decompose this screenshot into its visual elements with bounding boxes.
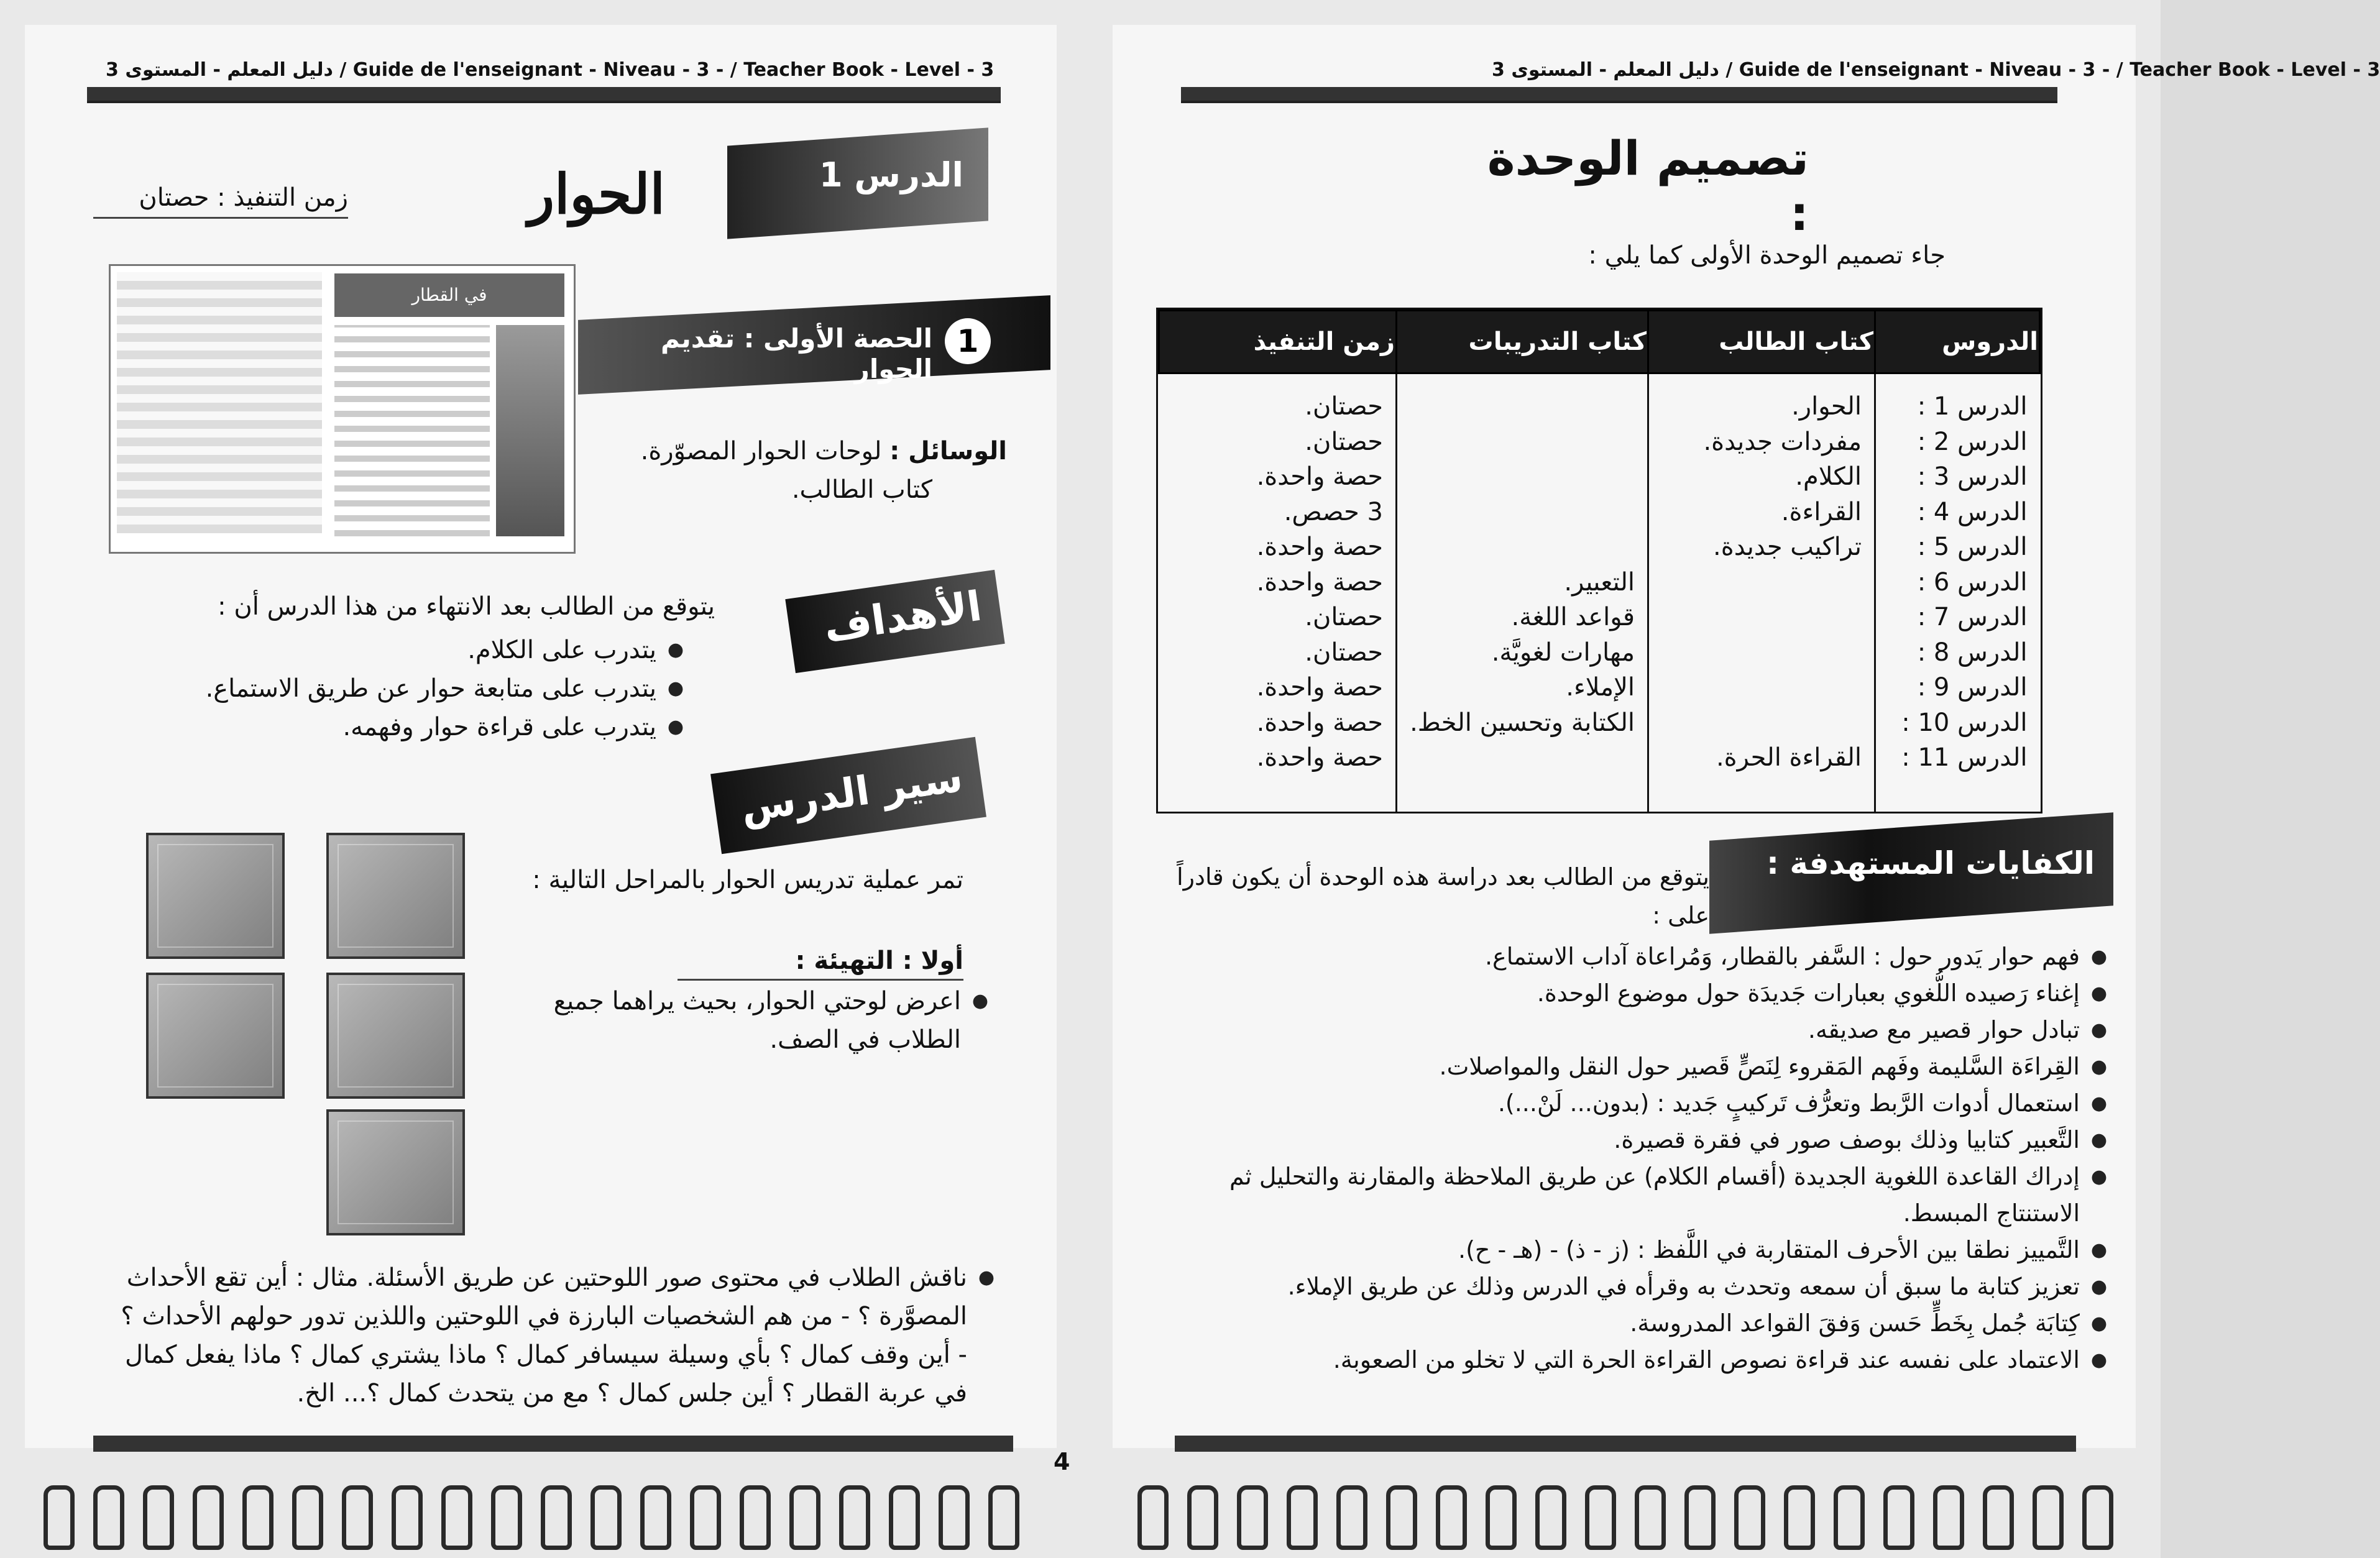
spiral-ring (143, 1485, 174, 1550)
student-book-cell: الكلام. (1795, 462, 1862, 491)
spiral-ring (1436, 1485, 1467, 1550)
goal-item: ● يتدرب على الكلام. (149, 631, 684, 669)
lesson-row: الدرس 8 : (1917, 638, 2028, 667)
student-book-cell: القراءة. (1781, 497, 1862, 526)
spiral-ring (93, 1485, 124, 1550)
student-book-cell (1661, 635, 1862, 671)
col-lessons: الدروس (1875, 311, 2040, 373)
duration-column (1159, 373, 1397, 812)
thumbnail-text-left (117, 272, 322, 533)
student-book-cell (1661, 670, 1862, 705)
lesson-title: الحوار (528, 162, 665, 226)
duration-cell: حصة واحدة. (1256, 462, 1383, 491)
unit-design-title: تصميم الوحدة : (1487, 131, 1809, 241)
workbook-cell (1410, 389, 1635, 424)
lesson-row: الدرس 11 : (1901, 743, 2028, 772)
spiral-ring (2033, 1485, 2064, 1550)
step-1-label: أولا : التهيئة : (795, 946, 963, 975)
session-number: 1 (945, 318, 991, 364)
student-book-cell (1661, 705, 1862, 741)
spiral-ring (242, 1485, 273, 1550)
spiral-ring (491, 1485, 522, 1550)
spiral-ring (640, 1485, 671, 1550)
lesson-badge: الدرس 1 (819, 155, 963, 195)
spiral-ring (1287, 1485, 1318, 1550)
step-1-heading (740, 942, 963, 980)
workbook-cell: الكتابة وتحسين الخط. (1410, 708, 1635, 737)
means-label: الوسائل : (889, 437, 1007, 465)
spiral-ring (1883, 1485, 1914, 1550)
duration-cell: حصة واحدة. (1256, 533, 1383, 561)
lesson-row: الدرس 3 : (1917, 462, 2028, 491)
duration-cell: حصة واحدة. (1256, 708, 1383, 737)
step-underline (678, 979, 963, 981)
spiral-ring (1784, 1485, 1815, 1550)
thumbnail-text-right (334, 325, 490, 536)
session-title: الحصة الأولى : تقديم الحوار (661, 323, 932, 384)
competency-item: ● فهم حوار يَدور حول : السَّفر بالقطار، وَمُراعاة آداب الاستماع. (1150, 938, 2107, 975)
competency-item: ● إغناء رَصيده اللُّغوي بعبارات جَديدَة حول موضوع الوحدة. (1150, 975, 2107, 1012)
spiral-ring (740, 1485, 771, 1550)
lesson-row: الدرس 10 : (1901, 708, 2028, 737)
student-book-column (1648, 373, 1875, 812)
lessons-column (1875, 373, 2040, 812)
means-item-1: لوحات الحوار المصوّرة. (640, 437, 882, 465)
spiral-ring (2082, 1485, 2113, 1550)
dialogue-image-2 (326, 833, 465, 959)
header-fr: Guide de l'enseignant - Niveau - 3 - (352, 59, 724, 81)
duration-cell: 3 حصص. (1284, 497, 1383, 526)
duration-cell: حصتان. (1305, 392, 1383, 421)
spiral-ring (1834, 1485, 1865, 1550)
unit-plan-table-wrap (1156, 308, 2042, 813)
lesson-row: الدرس 2 : (1917, 427, 2028, 456)
goal-item: ● يتدرب على قراءة حوار وفهمه. (149, 708, 684, 746)
goal-item: ● يتدرب على متابعة حوار عن طريق الاستماع. (149, 669, 684, 708)
lesson-duration: زمن التنفيذ : حصتان (93, 183, 348, 219)
spiral-ring (44, 1485, 75, 1550)
spiral-ring (889, 1485, 920, 1550)
header-en: Teacher Book - Level - 3 (743, 59, 995, 81)
spiral-ring (988, 1485, 1019, 1550)
duration-cell: حصة واحدة. (1256, 673, 1383, 702)
goals-heading: الأهداف (820, 582, 985, 652)
running-header-right: دليل المعلم - المستوى 3 / Guide de l'enseignant - Niveau - 3 - / Teacher Book - Level - 3 (1492, 59, 2380, 81)
spiral-ring (1187, 1485, 1218, 1550)
spiral-ring (1585, 1485, 1616, 1550)
duration-cell: حصتان. (1305, 603, 1383, 631)
duration-cell: حصتان. (1305, 427, 1383, 456)
page-number: 4 (1054, 1448, 1070, 1475)
competency-item: ● الاعتماد على نفسه عند قراءة نصوص القراءة الحرة التي لا تخلو من الصعوبة. (1150, 1342, 2107, 1378)
header-en: Teacher Book - Level - 3 (2130, 59, 2380, 81)
duration-cell: حصة واحدة. (1256, 567, 1383, 597)
unit-design-intro: جاء تصميم الوحدة الأولى كما يلي : (1588, 241, 1946, 270)
workbook-cell (1410, 740, 1635, 776)
spiral-ring (1535, 1485, 1566, 1550)
progress-heading: سير الدرس (738, 754, 966, 832)
step-1-list (497, 982, 988, 1059)
workbook-cell: قواعد اللغة. (1511, 603, 1635, 631)
footer-rule-left (93, 1436, 1013, 1452)
discussion-item: ● ناقش الطلاب في محتوى صور اللوحتين عن طريق الأسئلة. مثال : أين تقع الأحداث المصوَّرة ؟ - من هم الشخصيات البارزة في اللوحتين واللذين تدور حولهم الأحداث ؟ - أين وقف كمال ؟ بأي وسيلة سيسافر كمال ؟ ماذا يشتري كمال ؟ ماذا يفعل كمال في عربة القطار ؟ أين جلس كمال ؟ مع من يتحدث كمال ؟... الخ. (106, 1258, 995, 1413)
student-book-cell: الحوار. (1791, 392, 1862, 421)
duration-cell: حصة واحدة. (1256, 743, 1383, 772)
lesson-row: الدرس 9 : (1917, 673, 2028, 702)
spiral-ring (1635, 1485, 1666, 1550)
workbook-column (1397, 373, 1648, 812)
running-header-left: دليل المعلم - المستوى 3 / Guide de l'enseignant - Niveau - 3 - / Teacher Book - Level - 3 (106, 59, 995, 81)
spiral-ring (1983, 1485, 2014, 1550)
means-line-1 (603, 432, 1007, 470)
workbook-cell (1410, 459, 1635, 495)
competencies-intro: يتوقع من الطالب بعد دراسة هذه الوحدة أن يكون قادراً على : (1177, 863, 1709, 929)
header-ar: دليل المعلم - المستوى 3 (106, 59, 333, 81)
spiral-ring (1237, 1485, 1268, 1550)
competency-item: ● التَّعبير كتابيا وذلك بوصف صور في فقرة قصيرة. (1150, 1122, 2107, 1158)
competency-item: ● التَّمييز نطقا بين الأحرف المتقاربة في اللَّفظ : (ز - ذ) - (هـ - ح). (1150, 1232, 2107, 1268)
spiral-ring (193, 1485, 224, 1550)
step-1-item: ● اعرض لوحتي الحوار، بحيث يراهما جميع الطلاب في الصف. (497, 982, 988, 1059)
duration-cell: حصتان. (1305, 638, 1383, 667)
right-page (1113, 25, 2380, 1448)
spiral-ring (441, 1485, 472, 1550)
discussion-list (106, 1258, 995, 1413)
competency-item: ● كِتابَة جُمل بِخَطٍّ حَسن وَفقَ القواعد المدروسة. (1150, 1305, 2107, 1342)
student-book-cell (1661, 600, 1862, 635)
spiral-ring (1684, 1485, 1716, 1550)
means-block (603, 432, 1007, 509)
header-rule (87, 87, 1001, 103)
spiral-ring (342, 1485, 373, 1550)
dialogue-image-3 (146, 973, 285, 1099)
col-workbook: كتاب التدريبات (1397, 311, 1648, 373)
col-student-book: كتاب الطالب (1648, 311, 1875, 373)
workbook-cell (1410, 529, 1635, 565)
textbook-thumbnail (109, 264, 576, 554)
competencies-heading: الكفايات المستهدفة : (1766, 845, 2095, 881)
spiral-ring (690, 1485, 721, 1550)
header-fr: Guide de l'enseignant - Niveau - 3 - (1739, 59, 2110, 81)
spiral-ring (292, 1485, 323, 1550)
means-item-2: كتاب الطالب. (791, 475, 932, 504)
spiral-ring (1386, 1485, 1417, 1550)
progress-intro: تمر عملية تدريس الحوار بالمراحل التالية : (532, 866, 963, 894)
spiral-ring (1933, 1485, 1964, 1550)
competencies-list (1150, 938, 2107, 1378)
spiral-ring (1734, 1485, 1765, 1550)
competency-item: ● استعمال أدوات الرَّبط وتعرُّف تَركيبٍ جَديد : (بدون... لَنْ...). (1150, 1085, 2107, 1122)
lesson-row: الدرس 1 : (1917, 392, 2028, 421)
spiral-ring (1486, 1485, 1517, 1550)
dialogue-image-5 (326, 1109, 465, 1235)
competency-item: ● القِراءَة السَّليمة وفَهم المَقروء لِنَصٍّ قَصير حول النقل والمواصلات. (1150, 1048, 2107, 1085)
thumbnail-title: في القطار (334, 273, 564, 317)
workbook-cell: مهارات لغويَّة. (1491, 638, 1635, 667)
workbook-cell (1410, 495, 1635, 530)
col-duration: زمن التنفيذ (1159, 311, 1397, 373)
spiral-ring (392, 1485, 423, 1550)
thumbnail-images (496, 325, 564, 536)
spiral-ring (1137, 1485, 1169, 1550)
student-book-cell: تراكيب جديدة. (1713, 533, 1862, 561)
goals-intro: يتوقع من الطالب بعد الانتهاء من هذا الدرس أن : (218, 592, 715, 621)
workbook-cell: التعبير. (1564, 567, 1635, 597)
header-ar: دليل المعلم - المستوى 3 (1492, 59, 1719, 81)
left-page (25, 25, 1070, 1475)
competency-item: ● تعزيز كتابة ما سبق أن سمعه وتحدث به وقرأه في الدرس وذلك عن طريق الإملاء. (1150, 1268, 2107, 1305)
spiral-ring (1336, 1485, 1367, 1550)
lesson-row: الدرس 4 : (1917, 497, 2028, 526)
lesson-row: الدرس 6 : (1917, 567, 2028, 597)
dialogue-image-4 (326, 973, 465, 1099)
lesson-row: الدرس 5 : (1917, 533, 2028, 561)
spiral-ring (939, 1485, 970, 1550)
spiral-ring (789, 1485, 820, 1550)
workbook-cell (1410, 424, 1635, 460)
footer-rule-right (1175, 1436, 2076, 1452)
dialogue-image-1 (146, 833, 285, 959)
header-rule (1181, 87, 2057, 103)
spiral-ring (839, 1485, 870, 1550)
student-book-cell (1661, 565, 1862, 600)
competency-item: ● تبادل حوار قصير مع صديقه. (1150, 1012, 2107, 1048)
competency-item: ● إدراك القاعدة اللغوية الجديدة (أقسام الكلام) عن طريق الملاحظة والمقارنة والتحليل ثم الاستنتاج المبسط. (1150, 1158, 2107, 1232)
student-book-cell: مفردات جديدة. (1703, 427, 1862, 456)
unit-plan-table (1158, 309, 2041, 812)
goals-list (149, 631, 684, 746)
lesson-row: الدرس 7 : (1917, 603, 2028, 631)
spiral-ring (590, 1485, 622, 1550)
spiral-ring (541, 1485, 572, 1550)
workbook-cell: الإملاء. (1566, 673, 1635, 702)
student-book-cell: القراءة الحرة. (1716, 743, 1862, 772)
